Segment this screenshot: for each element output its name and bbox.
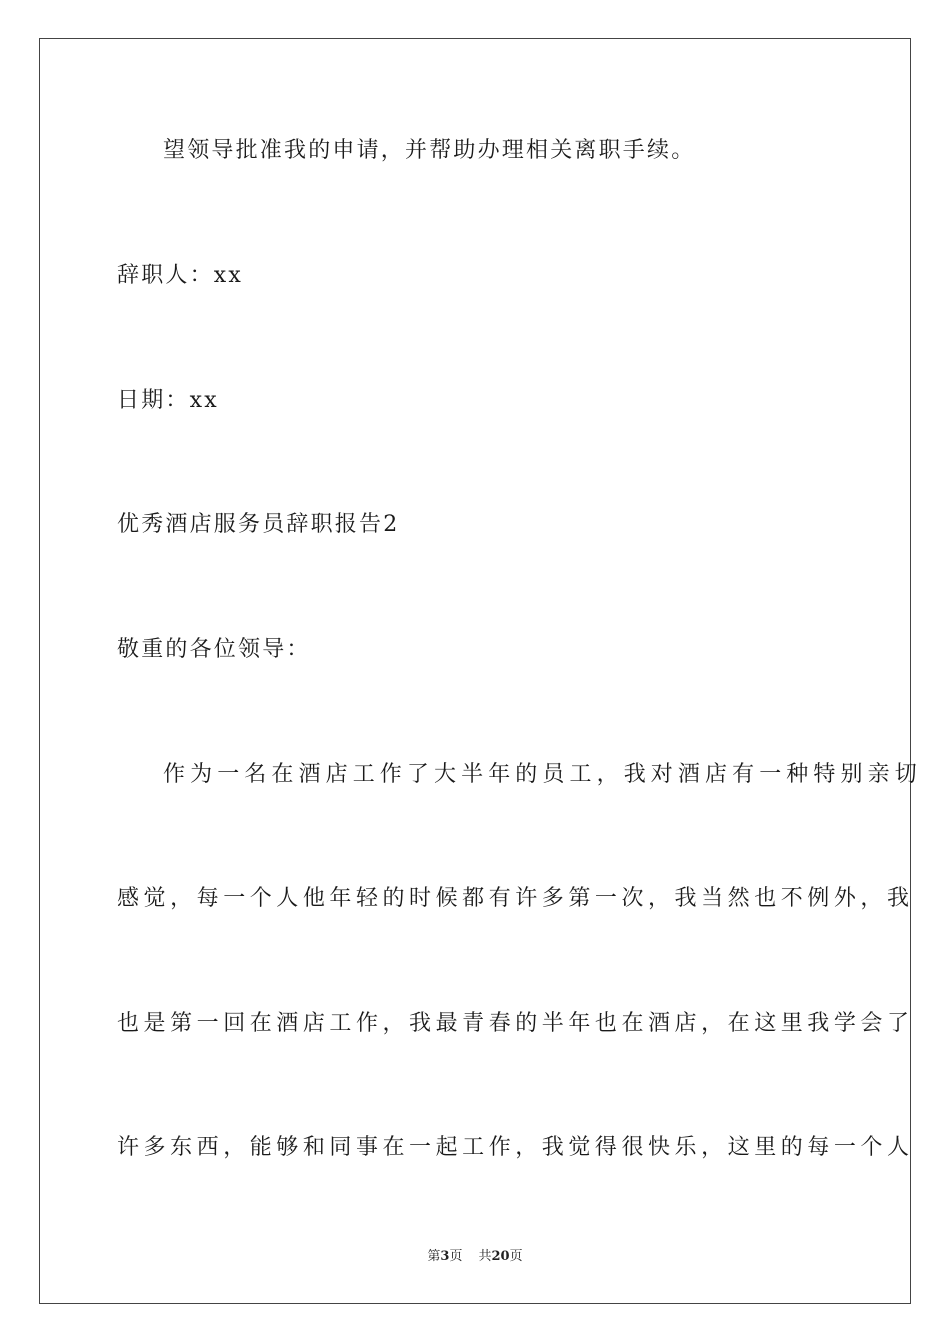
salutation-line: 敬重的各位领导： bbox=[117, 637, 311, 662]
page-footer bbox=[0, 1248, 950, 1266]
body-paragraph-line: 许多东西，能够和同事在一起工作，我觉得很快乐，这里的每一个人 bbox=[117, 1135, 914, 1160]
footer-page-prefix: 第 bbox=[427, 1249, 441, 1264]
signatory-line: 辞职人：xx bbox=[117, 263, 244, 288]
body-paragraph-line: 作为一名在酒店工作了大半年的员工，我对酒店有一种特别亲切 bbox=[163, 762, 922, 787]
footer-page-current: 3 bbox=[440, 1249, 450, 1264]
footer-page-suffix: 页 bbox=[449, 1249, 463, 1264]
footer-total-suffix: 页 bbox=[509, 1249, 523, 1264]
body-paragraph-line: 也是第一回在酒店工作，我最青春的半年也在酒店，在这里我学会了 bbox=[117, 1011, 914, 1036]
body-paragraph-line: 感觉，每一个人他年轻的时候都有许多第一次，我当然也不例外，我 bbox=[117, 886, 914, 911]
date-line: 日期：xx bbox=[117, 388, 219, 413]
body-paragraph-line: 望领导批准我的申请，并帮助办理相关离职手续。 bbox=[163, 138, 696, 163]
page-border bbox=[39, 38, 922, 1304]
section-title: 优秀酒店服务员辞职报告2 bbox=[117, 512, 400, 537]
footer-page-total: 20 bbox=[491, 1249, 510, 1264]
footer-total-prefix: 共 bbox=[478, 1249, 492, 1264]
